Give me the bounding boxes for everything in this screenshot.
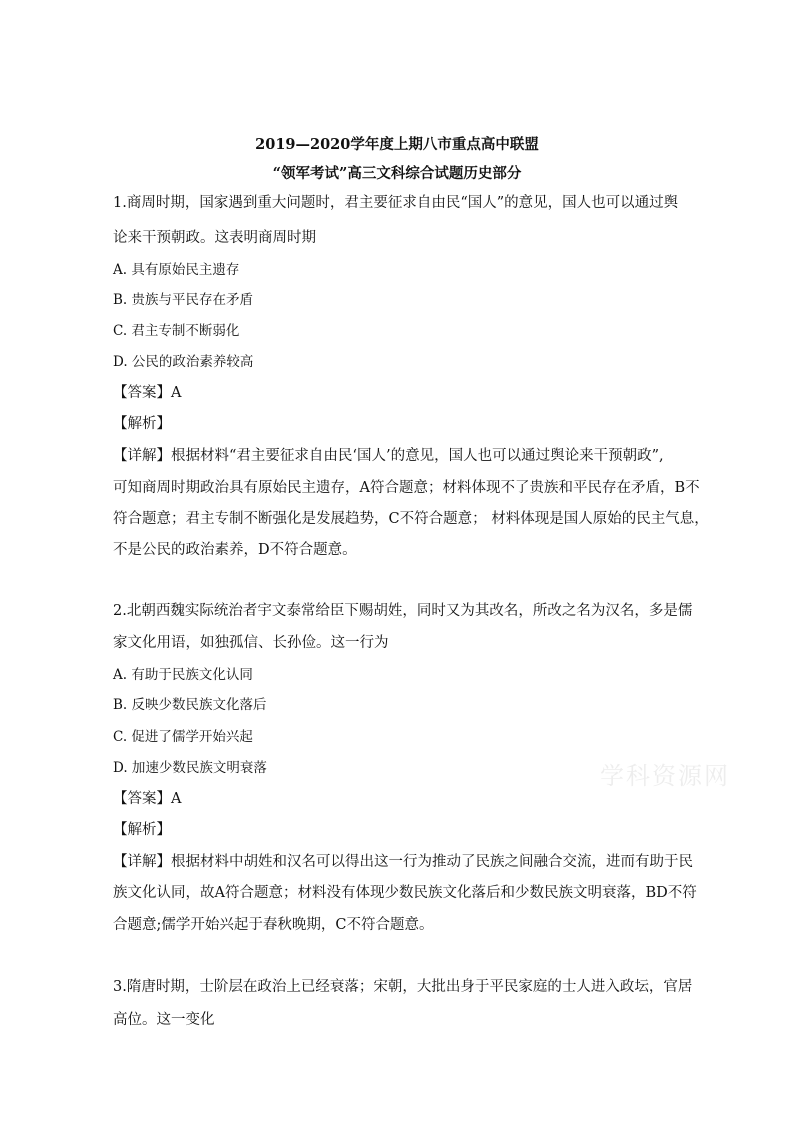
question-2-option-d: D. 加速少数民族文明衰落 [113,760,267,776]
question-1-analysis-label: 【解析】 [113,416,171,432]
question-2-stem-line-1: 2.北朝西魏实际统治者宇文泰常给臣下赐胡姓，同时又为其改名，所改之名为汉名，多是儒 [113,603,693,619]
question-1-stem-line-1: 1.商周时期，国家遇到重大问题时，君主要征求自由民“国人”的意见，国人也可以通过舆 [113,195,679,211]
question-3-stem-line-1: 3.隋唐时期，士阶层在政治上已经衰落；宋朝，大批出身于平民家庭的士人进入政坛，官居 [113,979,693,995]
question-1-detail-line-4: 不是公民的政治素养，D不符合题意。 [113,542,357,558]
question-2-answer: 【答案】A [113,791,182,807]
page-subtitle: “领军考试”高三文科综合试题历史部分 [272,165,522,182]
question-1-detail-line-3: 符合题意；君主专制不断强化是发展趋势，C不符合题意； 材料体现是国人原始的民主气息， [113,511,709,527]
question-1-stem-line-2: 论来干预朝政。这表明商周时期 [113,230,316,246]
question-3-stem-line-2: 高位。这一变化 [113,1012,215,1028]
question-2-option-a: A. 有助于民族文化认同 [113,667,253,683]
question-2-option-b: B. 反映少数民族文化落后 [113,697,267,713]
question-1-option-c: C. 君主专制不断弱化 [113,323,240,339]
question-1-option-d: D. 公民的政治素养较高 [113,354,254,370]
watermark: 学科资源网 [600,762,730,790]
question-2-stem-line-2: 家文化用语，如独孤信、长孙俭。这一行为 [113,635,389,651]
question-2-detail-line-1: 【详解】根据材料中胡姓和汉名可以得出这一行为推动了民族之间融合交流，进而有助于民 [113,854,693,870]
question-1-detail-line-2: 可知商周时期政治具有原始民主遗存，A符合题意；材料体现不了贵族和平民存在矛盾，B不 [113,480,700,496]
question-2-detail-line-3: 合题意;儒学开始兴起于春秋晚期，C不符合题意。 [113,917,434,933]
page-title: 2019—2020学年度上期八市重点高中联盟 [255,136,539,153]
question-2-option-c: C. 促进了儒学开始兴起 [113,729,253,745]
question-2-analysis-label: 【解析】 [113,822,171,838]
question-1-detail-line-1: 【详解】根据材料“君主要征求自由民‘国人’的意见，国人也可以通过舆论来干预朝政”, [113,448,664,464]
question-1-answer: 【答案】A [113,385,182,401]
question-1-option-b: B. 贵族与平民存在矛盾 [113,292,254,308]
question-2-detail-line-2: 族文化认同，故A符合题意；材料没有体现少数民族文化落后和少数民族文明衰落，BD不符 [113,885,697,901]
question-1-option-a: A. 具有原始民主遗存 [113,262,240,278]
